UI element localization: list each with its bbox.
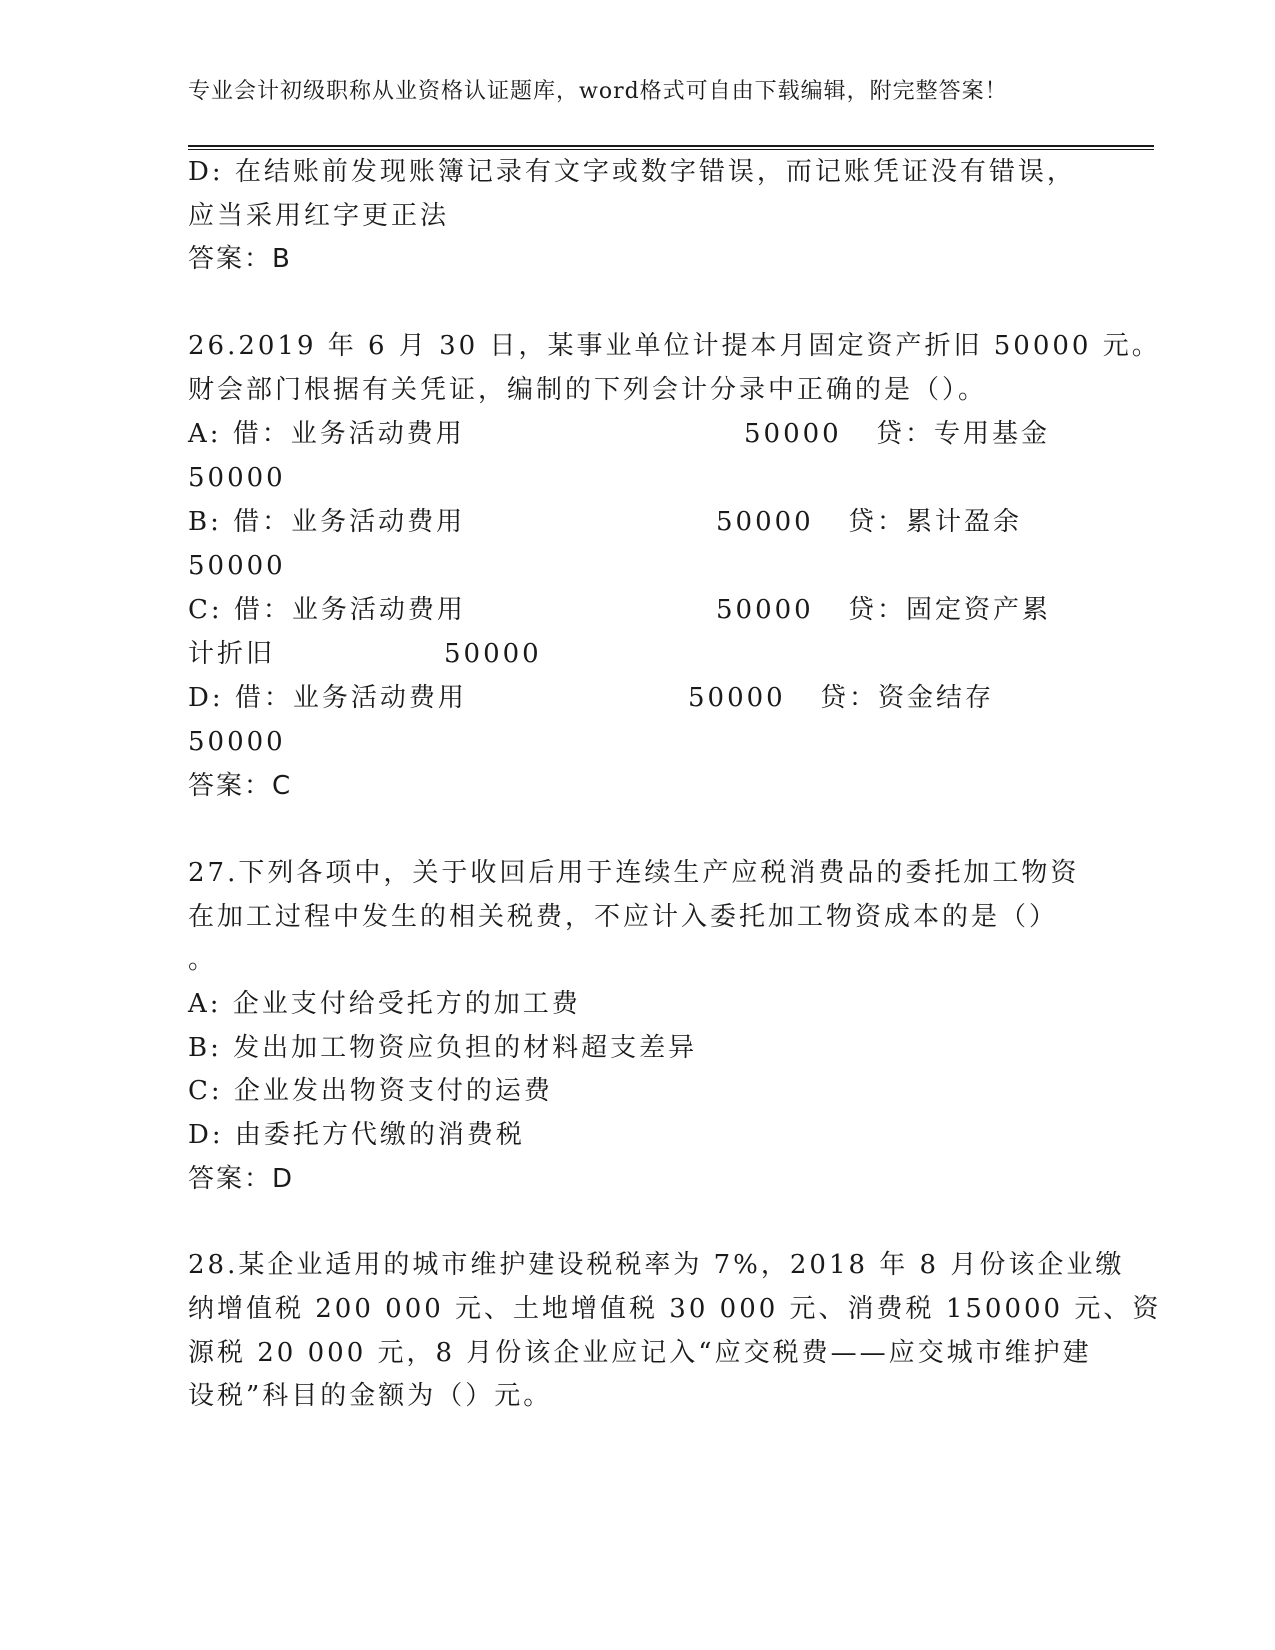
q26-option-d-credit: 贷：资金结存 — [820, 683, 995, 713]
page-header: 专业会计初级职称从业资格认证题库，word格式可自由下载编辑，附完整答案！ — [188, 79, 1008, 104]
q27-option-b: B: 发出加工物资应负担的材料超支差异 — [188, 1033, 698, 1063]
q26-option-c-amount: 50000 — [716, 595, 814, 625]
q27-option-a: A: 企业支付给受托方的加工费 — [188, 989, 581, 1019]
q26-option-b-credit-amount: 50000 — [188, 551, 286, 581]
q26-stem-line1: 26.2019 年 6 月 30 日，某事业单位计提本月固定资产折旧 50000 元。 — [188, 331, 1161, 361]
q26-option-b-credit: 贷：累计盈余 — [848, 507, 1023, 537]
q26-stem-line2: 财会部门根据有关凭证，编制的下列会计分录中正确的是（）。 — [188, 375, 988, 405]
q25-option-d-line2: 应当采用红字更正法 — [188, 201, 450, 231]
q26-option-c-debit: C: 借：业务活动费用 — [188, 595, 466, 625]
q27-option-d: D: 由委托方代缴的消费税 — [188, 1120, 525, 1150]
q26-option-d-debit: D: 借：业务活动费用 — [188, 683, 467, 713]
q25-answer: 答案：B — [188, 244, 292, 274]
q28-stem-line3: 源税 20 000 元，8 月份该企业应记入“应交税费——应交城市维护建 — [188, 1338, 1092, 1368]
q28-stem-line1: 28.某企业适用的城市维护建设税税率为 7%，2018 年 8 月份该企业缴 — [188, 1250, 1125, 1280]
q26-option-a-debit: A: 借：业务活动费用 — [188, 419, 465, 449]
q27-stem-line3: 。 — [188, 945, 218, 975]
q26-option-a-credit: 贷：专用基金 — [876, 419, 1051, 449]
q26-option-c-credit-cont: 计折旧 — [188, 639, 276, 669]
q26-option-c-credit-amount: 50000 — [444, 639, 542, 669]
q26-option-d-credit-amount: 50000 — [188, 727, 286, 757]
q27-stem-line1: 27.下列各项中，关于收回后用于连续生产应税消费品的委托加工物资 — [188, 858, 1080, 888]
q26-option-d-amount: 50000 — [688, 683, 786, 713]
q26-option-b-amount: 50000 — [716, 507, 814, 537]
q27-option-c: C: 企业发出物资支付的运费 — [188, 1076, 553, 1106]
q25-option-d-line1: D: 在结账前发现账簿记录有文字或数字错误，而记账凭证没有错误， — [188, 157, 1076, 187]
q26-option-a-credit-amount: 50000 — [188, 463, 286, 493]
q27-answer: 答案：D — [188, 1164, 295, 1194]
q27-stem-line2: 在加工过程中发生的相关税费，不应计入委托加工物资成本的是（） — [188, 902, 1059, 932]
q26-option-a-amount: 50000 — [744, 419, 842, 449]
q26-option-c-credit: 贷：固定资产累 — [848, 595, 1052, 625]
q26-answer: 答案：C — [188, 771, 293, 801]
header-divider — [188, 145, 1154, 150]
q28-stem-line2: 纳增值税 200 000 元、土地增值税 30 000 元、消费税 150000 元、资 — [188, 1294, 1162, 1324]
q26-option-b-debit: B: 借：业务活动费用 — [188, 507, 466, 537]
q28-stem-line4: 设税”科目的金额为（）元。 — [188, 1381, 553, 1411]
